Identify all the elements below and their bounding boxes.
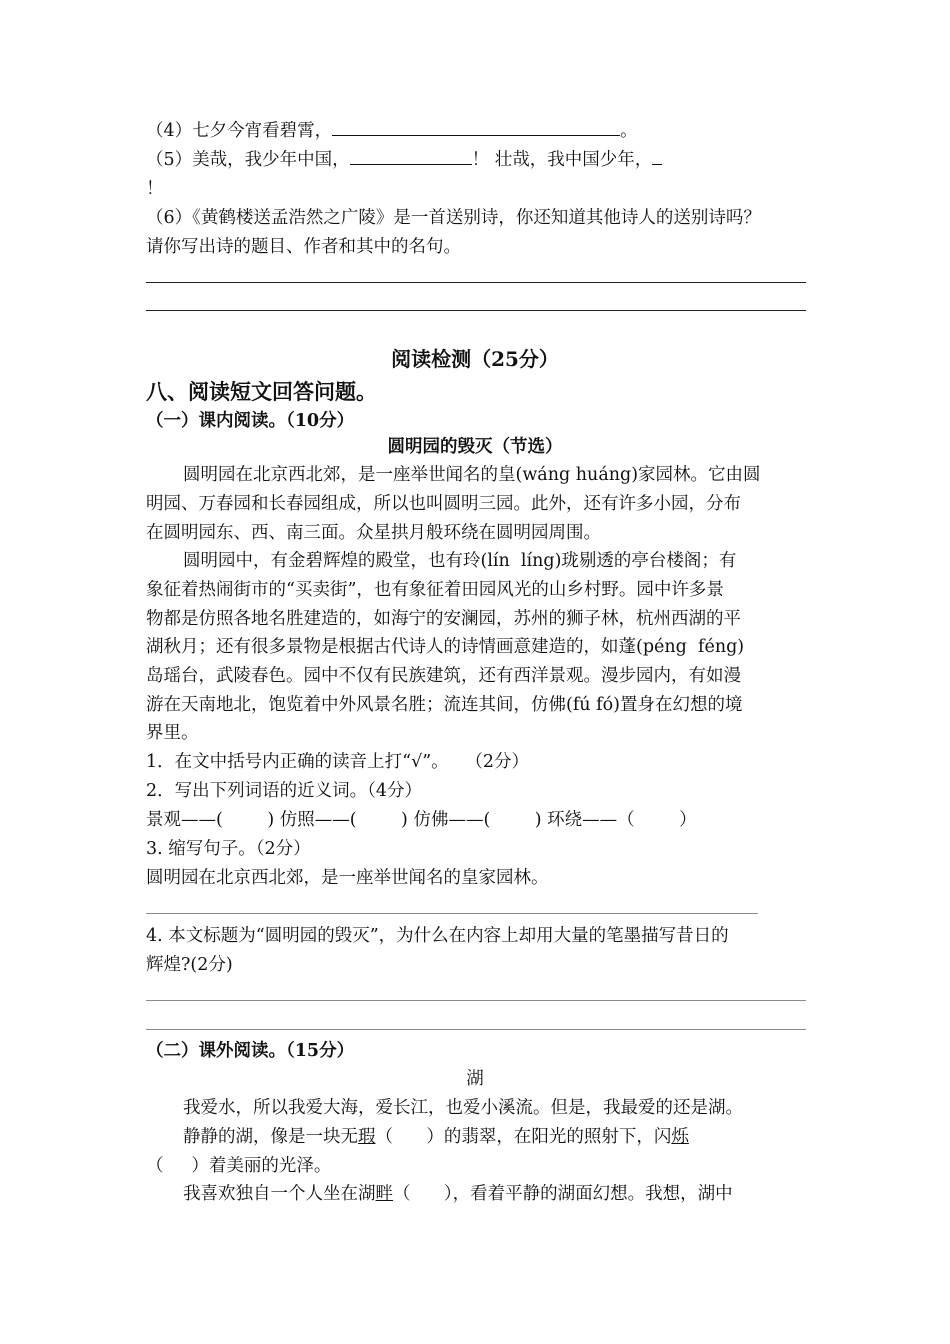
text-run: 静静的湖，像是一块无	[183, 1127, 358, 1147]
poem-question-5	[146, 149, 662, 171]
passage-2-line[interactable]: （ ）着美丽的光泽。	[146, 1156, 332, 1176]
poem-question-5-continued: ！	[146, 179, 164, 199]
passage-1-line: 明园、万春园和长春园组成，所以也叫圆明三园。此外，还有许多小园，分布	[146, 494, 741, 514]
poem-question-4	[146, 120, 638, 142]
text-run[interactable]: （ ），看着平静的湖面幻想。我想，湖中	[393, 1184, 733, 1204]
q4-suffix: 。	[620, 121, 638, 141]
question-4-line2: 辉煌?(2分)	[146, 955, 233, 975]
answer-blank[interactable]	[652, 149, 662, 165]
answer-line[interactable]	[146, 310, 806, 311]
underlined-char: 瑕	[358, 1127, 376, 1147]
passage-2-line	[183, 1126, 689, 1148]
answer-blank[interactable]	[332, 120, 620, 136]
passage-2-line: 我爱水，所以我爱大海，爱长江，也爱小溪流。但是，我最爱的还是湖。	[183, 1098, 743, 1118]
question-3: 3. 缩写句子。（2分）	[146, 839, 311, 859]
passage-1-line: 物都是仿照各地名胜建造的，如海宁的安澜园，苏州的狮子林，杭州西湖的平	[146, 609, 741, 629]
answer-line[interactable]	[146, 282, 806, 283]
passage-1-line: 湖秋月；还有很多景物是根据古代诗人的诗情画意建造的，如蓬(péng féng)	[146, 637, 745, 657]
passage-1-line: 象征着热闹街市的“买卖街”，也有象征着田园风光的山乡村野。园中许多景	[146, 580, 724, 600]
passage-1-line: 在圆明园东、西、南三面。众星拱月般环绕在圆明园周围。	[146, 523, 601, 543]
underlined-char: 烁	[671, 1127, 689, 1147]
text-run[interactable]: （ ）的翡翠，在阳光的照射下，闪	[375, 1127, 672, 1147]
question-2: 2．写出下列词语的近义词。（4分）	[146, 781, 423, 801]
poem-question-6-line2: 请你写出诗的题目、作者和其中的名句。	[146, 237, 461, 257]
passage-1-title: 圆明园的毁灭（节选）	[387, 437, 563, 457]
q4-prefix: （4）七夕今宵看碧霄，	[146, 121, 333, 141]
text-run: 我喜欢独自一个人坐在湖	[183, 1184, 376, 1204]
passage-1-line: 圆明园在北京西北郊，是一座举世闻名的皇(wáng huáng)家园林。它由圆	[183, 465, 761, 485]
question-2-words[interactable]: 景观——( ) 仿照——( ) 仿佛——( ) 环绕——（ ）	[146, 810, 697, 830]
passage-1-line: 圆明园中，有金碧辉煌的殿堂，也有玲(lín líng)珑剔透的亭台楼阁；有	[183, 551, 737, 571]
answer-blank[interactable]	[350, 149, 472, 165]
passage-1-line: 岛瑶台，武陵春色。园中不仅有民族建筑，还有西洋景观。漫步园内，有如漫	[146, 666, 741, 686]
question-4-line1: 4. 本文标题为“圆明园的毁灭”，为什么在内容上却用大量的笔墨描写昔日的	[146, 926, 729, 946]
q5-prefix: （5）美哉，我少年中国，	[146, 150, 350, 170]
question-3-sentence: 圆明园在北京西北郊，是一座举世闻名的皇家园林。	[146, 868, 549, 888]
passage-2-title: 湖	[466, 1069, 484, 1089]
answer-line[interactable]	[146, 1000, 806, 1001]
passage-2-line	[183, 1183, 733, 1205]
poem-question-6-line1: （6）《黄鹤楼送孟浩然之广陵》是一首送别诗，你还知道其他诗人的送别诗吗？	[146, 208, 761, 228]
section-title: 阅读检测（25分）	[391, 347, 559, 371]
q5-mid: ！ 壮哉，我中国少年，	[471, 150, 653, 170]
sub-section-1-title: （一）课内阅读。（10分）	[146, 411, 355, 431]
underlined-char: 畔	[375, 1184, 393, 1204]
question-1: 1．在文中括号内正确的读音上打“√”。 （2分）	[146, 752, 529, 772]
answer-line[interactable]	[146, 913, 758, 914]
answer-line[interactable]	[146, 1029, 806, 1030]
passage-1-line: 界里。	[146, 723, 199, 743]
sub-section-2-title: （二）课外阅读。（15分）	[146, 1041, 355, 1061]
part-title: 八、阅读短文回答问题。	[146, 379, 377, 404]
passage-1-line: 游在天南地北，饱览着中外风景名胜；流连其间，仿佛(fú fó)置身在幻想的境	[146, 695, 743, 715]
